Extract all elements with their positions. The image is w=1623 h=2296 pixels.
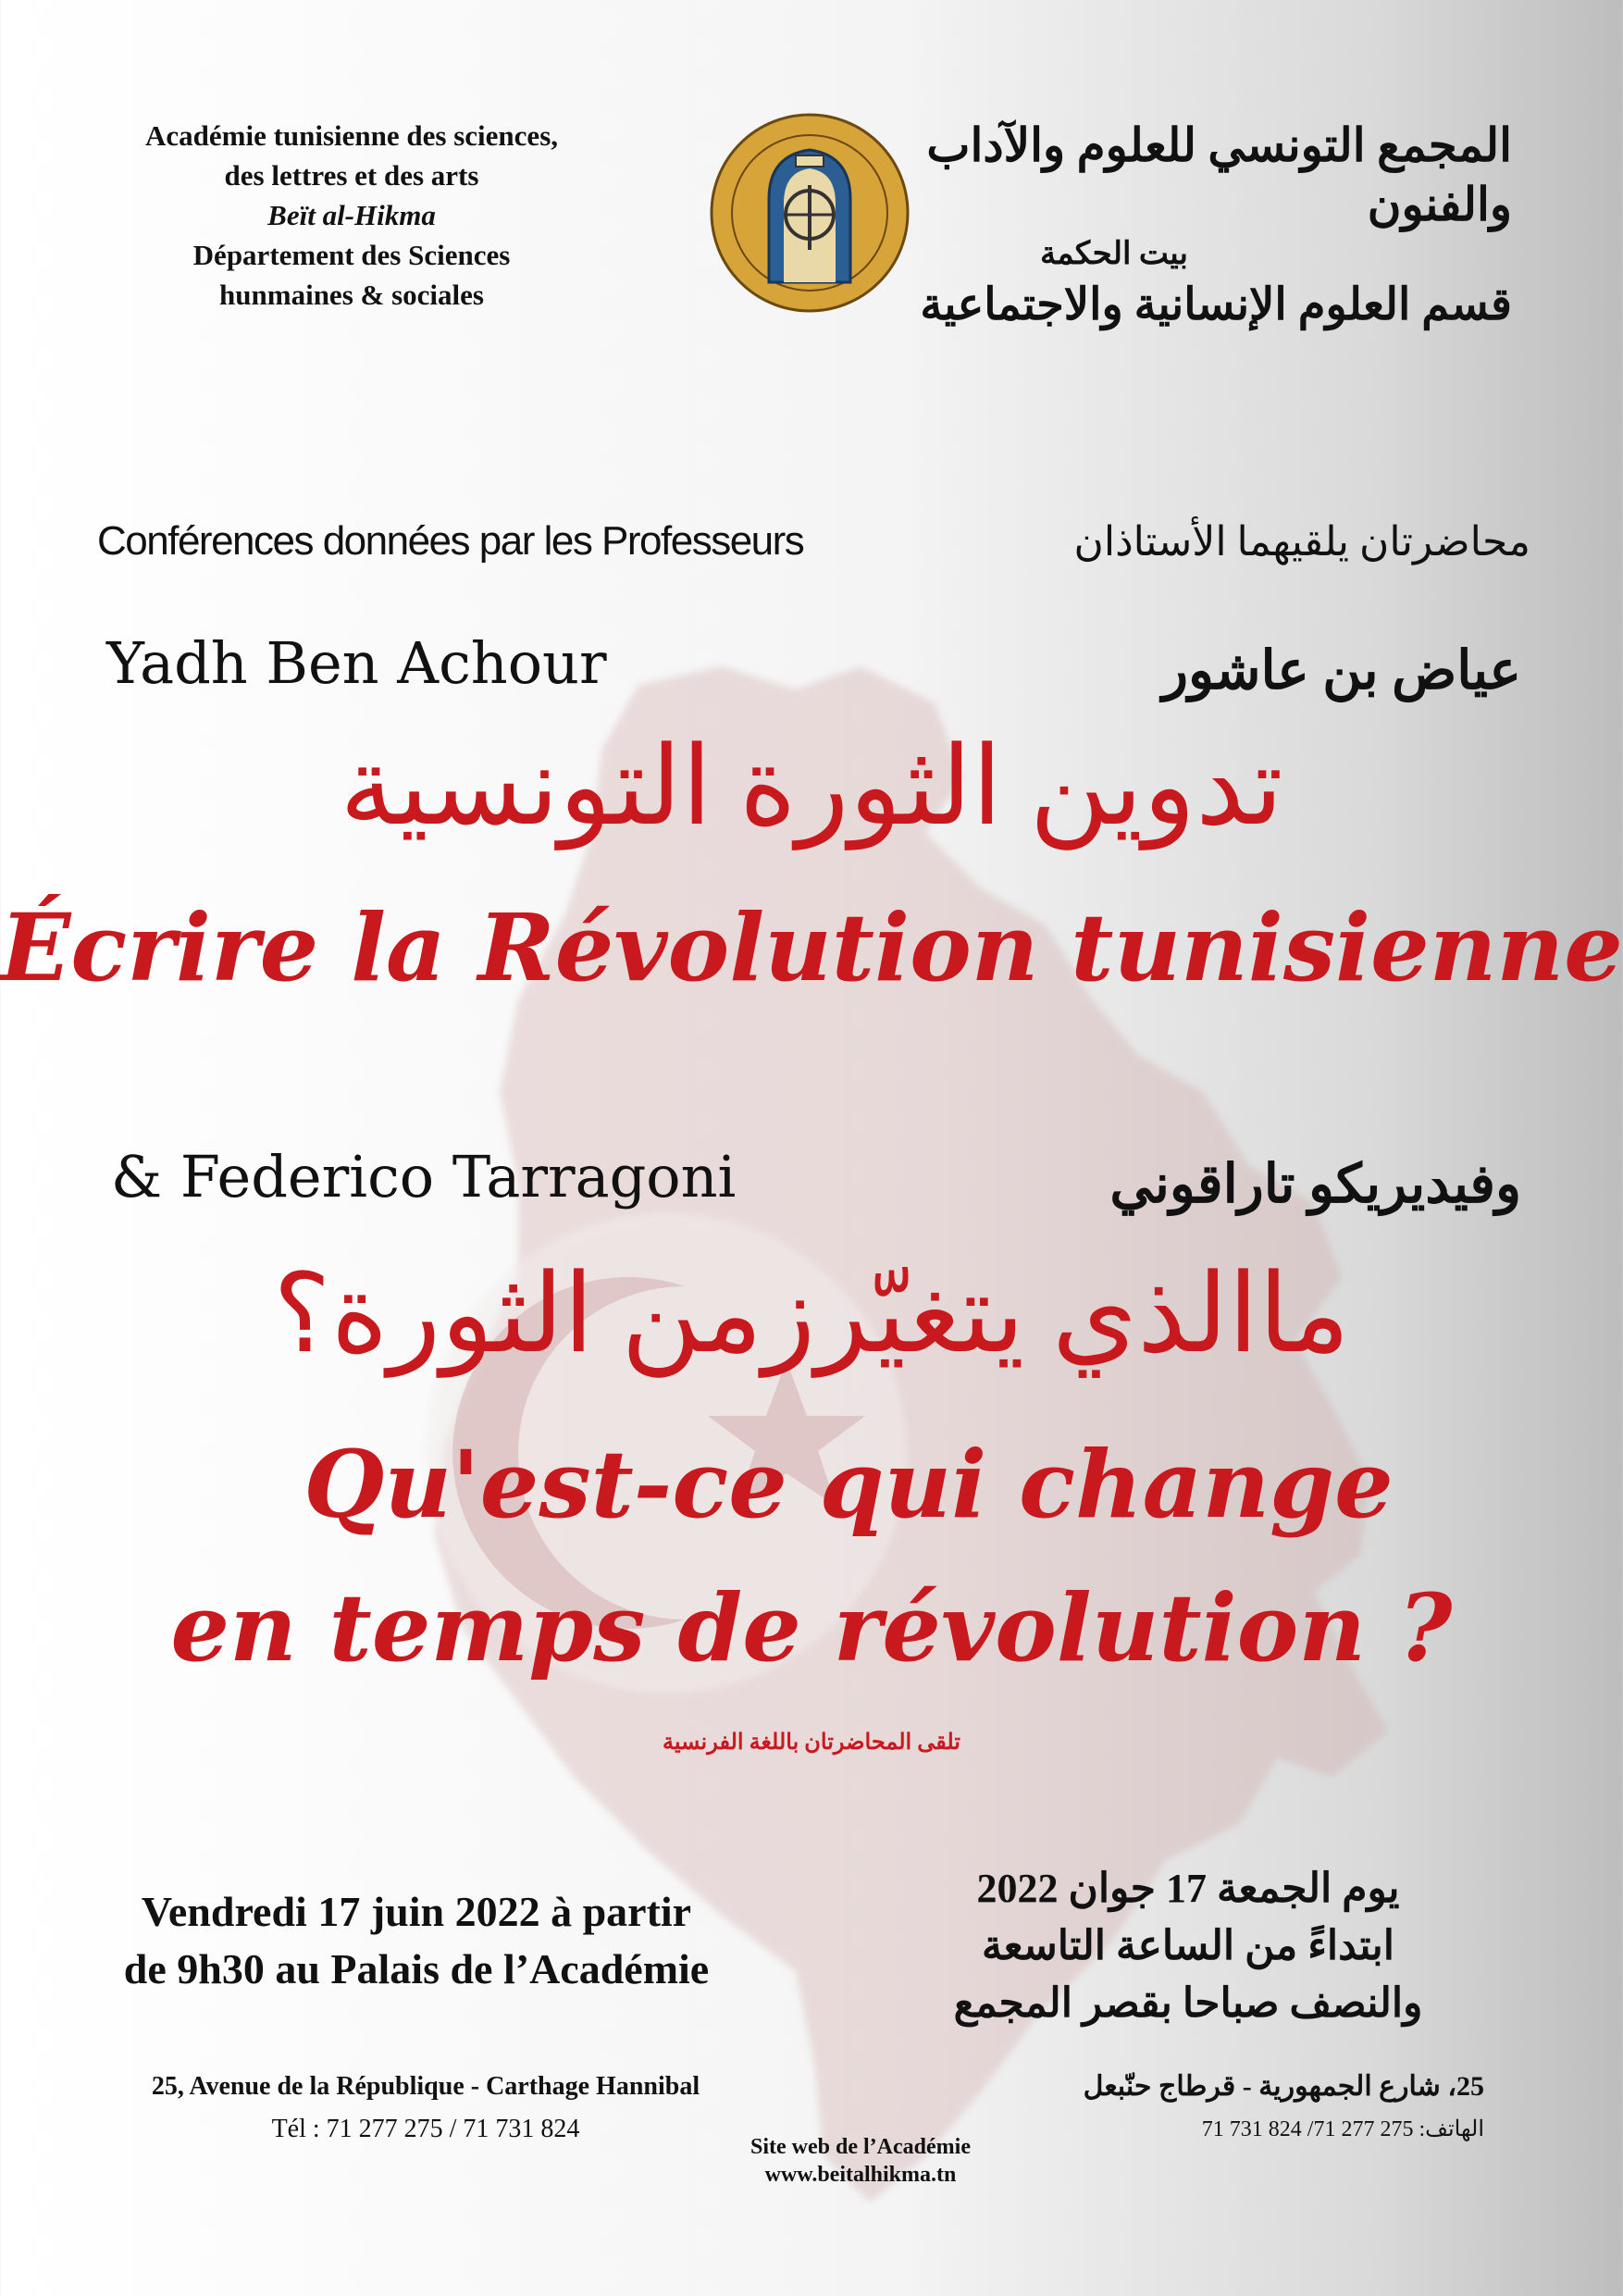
phone-fr: Tél : 71 277 275 / 71 731 824 [271,2115,580,2143]
speaker1-name-ar: عياض بن عاشور [1161,640,1521,701]
lecture2-title-fr-line1: Qu'est-ce qui change [304,1430,1394,1539]
lecture2-title-fr-line2: en temps de révolution ? [170,1573,1453,1682]
header-fr-line: Département des Sciences [192,239,511,271]
academy-seal-logo [708,111,911,315]
header-fr-line: hunmaines & sociales [219,279,484,311]
date-fr-line2: de 9h30 au Palais de l’Académie [123,1945,710,1992]
address-arabic-block [1003,2066,1484,2151]
speaker1-name-fr: Yadh Ben Achour [106,629,607,697]
date-ar-line2: ابتداءً من الساعة التاسعة [982,1923,1394,1968]
speaker2-name-fr: & Federico Tarragoni [111,1143,737,1210]
lecture1-title-ar: تدوين الثورة التونسية [340,726,1283,848]
website-url-link[interactable]: www.beitalhikma.tn [764,2163,957,2187]
lecture2-title-ar: ماالذي يتغيّرزمن الثورة؟ [272,1254,1351,1375]
header-ar-beit-al-hikma: بيت الحكمة [1039,237,1189,271]
date-fr-line1: Vendredi 17 juin 2022 à partir [141,1888,692,1935]
website-label: Site web de l’Académie [750,2135,971,2159]
speaker2-name-ar: وفيديريكو تاراقوني [1109,1154,1521,1214]
language-note-ar: تلقى المحاضرتان باللغة الفرنسية [663,1731,960,1755]
header-french-block [83,116,620,315]
header-fr-line: des lettres et des arts [224,159,479,192]
header-fr-line: Beït al-Hikma [267,199,436,231]
lecture1-title-fr: Écrire la Révolution tunisienne [0,893,1623,1002]
date-french-block [83,1883,750,1998]
address-fr: 25, Avenue de la République - Carthage Hannibal [151,2072,700,2101]
intro-arabic: محاضرتان يلقيهما الأستاذان [1073,519,1530,565]
header-arabic-block [920,116,1512,336]
website-block [731,2133,990,2189]
header-ar-department: قسم العلوم الإنسانية والاجتماعية [920,280,1512,329]
intro-french: Conférences données par les Professeurs [97,518,804,564]
header-fr-line: Académie tunisienne des sciences, [144,119,559,152]
phone-ar: الهاتف: 275 277 71/ 824 731 71 [1201,2117,1484,2141]
address-french-block [88,2066,763,2151]
header-ar-academy-name: المجمع التونسي للعلوم والآداب والفنون [926,119,1512,230]
date-arabic-block [855,1860,1521,2032]
address-ar: 25، شارع الجمهورية - قرطاج حنّبعل [1083,2071,1484,2102]
date-ar-line1: يوم الجمعة 17 جوان 2022 [976,1866,1400,1911]
date-ar-line3: والنصف صباحا بقصر المجمع [953,1980,1423,2026]
